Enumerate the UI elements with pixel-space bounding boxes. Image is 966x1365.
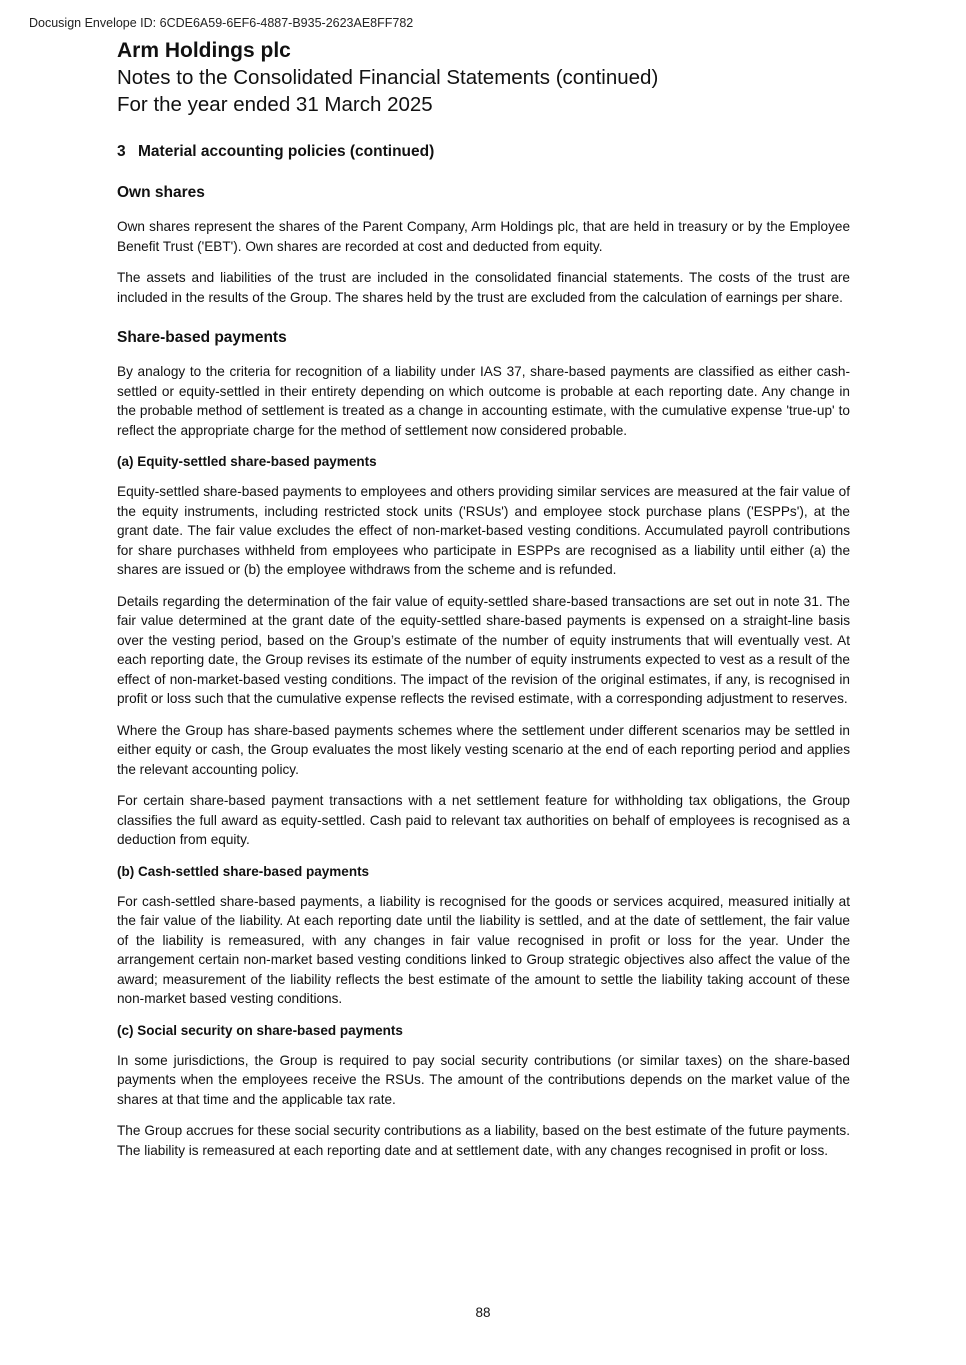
document-title: Notes to the Consolidated Financial Statements (continued)	[117, 66, 659, 89]
social-security-paragraph-1: In some jurisdictions, the Group is required to pay social security contributions (or similar taxes) on the share-based payments when the employees receive the RSUs. The amount of the contributions depends on the market value of the shares at that time and the applicable tax rate.	[117, 1052, 850, 1107]
social-security-heading: (c) Social security on share-based payments	[117, 1022, 403, 1038]
share-based-payments-paragraph: By analogy to the criteria for recognition of a liability under IAS 37, share-based payments are classified as either cash-settled or equity-settled in their entirety depending on which outcome is probable at each reporting date. Any change in the probable method of settlement is treated as a change in accounting estimate, with the cumulative expense 'true-up' to reflect the appropriate charge for the method of settlement now considered probable.	[117, 364, 850, 438]
equity-settled-heading: (a) Equity-settled share-based payments	[117, 454, 377, 469]
share-based-payments-heading: Share-based payments	[117, 329, 287, 346]
social-security-paragraph-2: The Group accrues for these social security contributions as a liability, based on the best estimate of the future payments. The liability is remeasured at each reporting date and at settlement date, with any changes recognised in profit or loss.	[117, 1123, 850, 1158]
equity-settled-paragraph-1: Equity-settled share-based payments to employees and others providing similar services are measured at the fair value of the equity instruments, including restricted stock units ('RSUs') and employee stock purchase plans ('ESPPs'), at the grant date. The fair value excludes the effect of non-market-based vesting conditions. Accumulated payroll contributions for share purchases withheld from employees who participate in ESPPs are recognised as a liability until either (a) the shares are issued or (b) the employee withdraws from the scheme and is refunded.	[117, 484, 850, 577]
equity-settled-paragraph-3: Where the Group has share-based payments schemes where the settlement under different scenarios may be settled in either equity or cash, the Group evaluates the most likely vesting scenario at the end of each reporting period and applies the relevant accounting policy.	[117, 722, 850, 777]
section-heading	[117, 142, 850, 162]
company-name: Arm Holdings plc	[117, 39, 291, 62]
section-title: Material accounting policies (continued)	[138, 143, 435, 160]
own-shares-paragraph-2: The assets and liabilities of the trust are included in the consolidated financial statements. The costs of the trust are included in the results of the Group. The shares held by the trust are excluded from the calculation of earnings per share.	[117, 270, 850, 305]
page-number: 88	[475, 1305, 491, 1320]
document-page	[117, 38, 850, 1160]
equity-settled-paragraph-4: For certain share-based payment transactions with a net settlement feature for withholding tax obligations, the Group classifies the full award as equity-settled. Cash paid to relevant tax authorities on behalf of employees is recognised as a deduction from equity.	[117, 793, 850, 847]
cash-settled-paragraph: For cash-settled share-based payments, a liability is recognised for the goods or services acquired, measured initially at the fair value of the liability. At each reporting date until the liability is settled, and at the date of settlement, the fair value of the liability is remeasured, with any changes in fair value recognised in profit or loss for the year. Under the arrangement certain non-market based vesting conditions linked to Group strategic objectives also affect the value of the award; measurement of the liability reflects the best estimate of the amount to settle the liability taking account of these non-market based vesting conditions.	[117, 893, 850, 1006]
section-number: 3	[117, 143, 126, 160]
docusign-envelope-id: Docusign Envelope ID: 6CDE6A59-6EF6-4887-B935-2623AE8FF782	[29, 16, 414, 30]
reporting-period: For the year ended 31 March 2025	[117, 93, 433, 116]
equity-settled-paragraph-2: Details regarding the determination of the fair value of equity-settled share-based transactions are set out in note 31. The fair value determined at the grant date of the equity-settled share-based payments is expensed on a straight-line basis over the vesting period, based on the Group’s estimate of the number of equity instruments that will eventually vest. At each reporting date, the Group revises its estimate of the number of equity instruments expected to vest as a result of the effect of non-market-based vesting conditions. The impact of the revision of the original estimates, if any, is recognised in profit or loss such that the cumulative expense reflects the revised estimate, with a corresponding adjustment to reserves.	[117, 593, 850, 706]
own-shares-heading: Own shares	[117, 184, 205, 201]
own-shares-paragraph-1: Own shares represent the shares of the Parent Company, Arm Holdings plc, that are held in treasury or by the Employee Benefit Trust ('EBT'). Own shares are recorded at cost and deducted from equity.	[117, 219, 850, 254]
cash-settled-heading: (b) Cash-settled share-based payments	[117, 863, 370, 879]
